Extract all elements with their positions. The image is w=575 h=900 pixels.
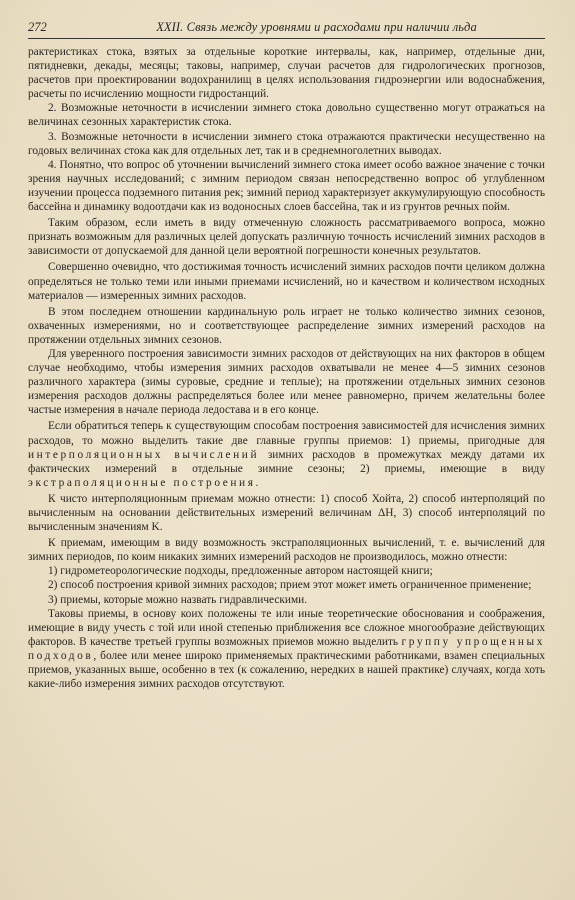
paragraph: Совершенно очевидно, что достижимая точность исчислений зимних расходов почти целиком должна определяться не только теми или иными приемами исчислений, но и качеством и количеством исходных материалов — измеренных зимних расходов. [28,261,545,302]
paragraph-simplified [28,607,545,692]
text-run: Если обратиться теперь к существующим способам построения зависимостей для исчисления зимних расходов, то можно выделить такие две главные группы приемов: 1) приемы, пригодные для [28,420,545,447]
list-item: 2) способ построения кривой зимних расходов; прием этот может иметь ограниченное применение; [48,579,532,592]
running-header [28,20,545,39]
text-run: . [255,476,259,489]
paragraph: К чисто интерполяционным приемам можно отнести: 1) способ Хойта, 2) способ интерполяций по вычисленным на основании действительных измерений величинам ΔH, 3) способ интерполяций по вычисленным значениям K. [28,492,545,534]
paragraph-methods [28,419,545,489]
spaced-emphasis: группу упрощенных подходов [28,635,545,662]
spaced-emphasis: интерполяционных вычислений [28,448,260,461]
paragraph: рактеристиках стока, взятых за отдельные короткие интервалы, как, например, отдельные дни, пятидневки, декады, месяцы; таковы, например, случаи расчетов для гидрологических прогнозов, расчетов при проектировании водохранилищ в целях использования гидроэнергии или водоснабжения, расчеты по исчислению мощности гидростанций. [28,46,545,101]
paragraph: К приемам, имеющим в виду возможность экстраполяционных вычислений, т. е. вычислений для зимних периодов, по коим никаких зимних измерений расходов не производилось, можно отнести: [28,537,545,564]
text-run: Таковы приемы, в основу коих положены те или иные теоретические обоснования и соображения, имеющие в виду учесть с той или иной степенью приближения все сложное многообразие действующих факторов. В качестве третьей группы возможных приемов можно выделить [28,607,545,648]
body-text [28,45,545,691]
list-item: 3) приемы, которые можно назвать гидравлическими. [48,593,308,606]
paragraph: В этом последнем отношении кардинальную роль играет не только количество зимних сезонов, охваченных измерениями, но и соответствующее распределение зимних измерений расходов на протяжении отдельных зимних сезонов. [28,305,545,346]
paragraph: 2. Возможные неточности в исчислении зимнего стока довольно существенно могут отражаться на величинах сезонных характеристик стока. [28,102,545,129]
paragraph: 4. Понятно, что вопрос об уточнении вычислений зимнего стока имеет особо важное значение с точки зрения научных исследований; с зимним периодом связан непосредственно вопрос об углубленном изучении процесса подземного питания рек; зимний период характеризует аккумулирующую способность бассейна и динамику водоотдачи как из водоносных слоев бассейна, так и из грунтов речных пойм. [28,158,545,214]
paragraph: Таким образом, если иметь в виду отмеченную сложность рассматриваемого вопроса, можно признать возможным для различных целей допускать различную точность исчислений зимних расходов в зависимости от допускаемой для данной цели вероятной погрешности конечных результатов. [28,217,545,258]
list-item: 1) гидрометеорологические подходы, предложенные автором настоящей книги; [48,565,433,578]
running-title: XXII. Связь между уровнями и расходами при наличии льда [156,20,477,34]
text-run: , более или менее широко применяемых практическими работниками, взамен специальных приемов, указанных выше, особенно в тех (к сожалению, нередких в нашей практике) случаях, когда хоть какие-либо измерения зимних расходов отсутствуют. [28,649,545,691]
paragraph: 3. Возможные неточности в исчислении зимнего стока отражаются практически несущественно на годовых величинах стока как для отдельных лет, так и в среднемноголетних выводах. [28,130,545,157]
paragraph: Для уверенного построения зависимости зимних расходов от действующих на них факторов в общем случае необходимо, чтобы измерения зимних расходов охватывали не менее 4—5 зимних сезонов различного характера (зимы суровые, средние и теплые); на протяжении отдельных зимних сезонов измерения расходов должны распределяться более или менее равномерно, причем желательны более частые измерения в начале периода ледостава и в его конце. [28,347,545,417]
spaced-emphasis: экстраполяционные построения [28,476,256,489]
text-run: зимних расходов в промежутках между датами их фактических измерений в отдельные зимние сезоны; 2) приемы, имеющие в виду [28,448,545,475]
page-number: 272 [28,20,47,34]
